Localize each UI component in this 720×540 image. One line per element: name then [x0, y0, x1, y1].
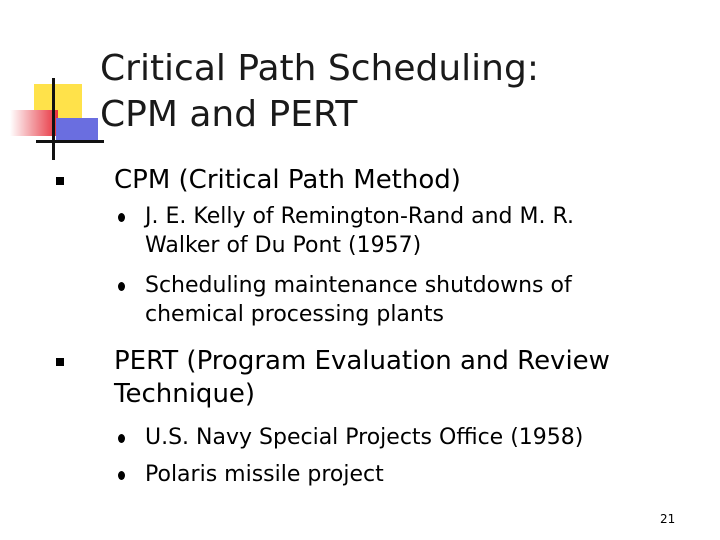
red-gradient-bar [10, 110, 58, 136]
decorative-logo [0, 0, 110, 170]
title-line-1: Critical Path Scheduling: [100, 48, 539, 89]
dot-bullet-icon [118, 471, 125, 480]
page-number: 21 [660, 512, 676, 526]
sub-bullet-text-2: Walker of Du Pont (1957) [145, 233, 422, 258]
vertical-line [52, 78, 55, 160]
bullet-cpm-text: CPM (Critical Path Method) [114, 165, 461, 195]
square-bullet-icon [56, 177, 64, 185]
horizontal-line [36, 140, 104, 143]
dot-bullet-icon [118, 434, 125, 443]
square-bullet-icon [56, 358, 64, 366]
sub-bullet-polaris [145, 460, 384, 489]
sub-bullet-text-1: Scheduling maintenance shutdowns of [145, 273, 572, 298]
sub-bullet-text: Polaris missile project [145, 462, 384, 487]
bullet-cpm [114, 164, 461, 197]
sub-bullet-text-1: J. E. Kelly of Remington-Rand and M. R. [145, 204, 574, 229]
sub-bullet-kelly-walker [145, 202, 574, 260]
sub-bullet-text-2: chemical processing plants [145, 302, 444, 327]
title-line-2: CPM and PERT [100, 94, 358, 135]
blue-square [56, 118, 98, 142]
bullet-pert-text-1: PERT (Program Evaluation and Review [114, 346, 610, 376]
bullet-pert [114, 345, 610, 411]
sub-bullet-navy [145, 423, 583, 452]
bullet-pert-text-2: Technique) [114, 379, 256, 409]
sub-bullet-text: U.S. Navy Special Projects Office (1958) [145, 425, 584, 450]
dot-bullet-icon [118, 282, 125, 291]
slide-title [100, 46, 680, 138]
sub-bullet-maintenance [145, 271, 572, 329]
dot-bullet-icon [118, 213, 125, 222]
